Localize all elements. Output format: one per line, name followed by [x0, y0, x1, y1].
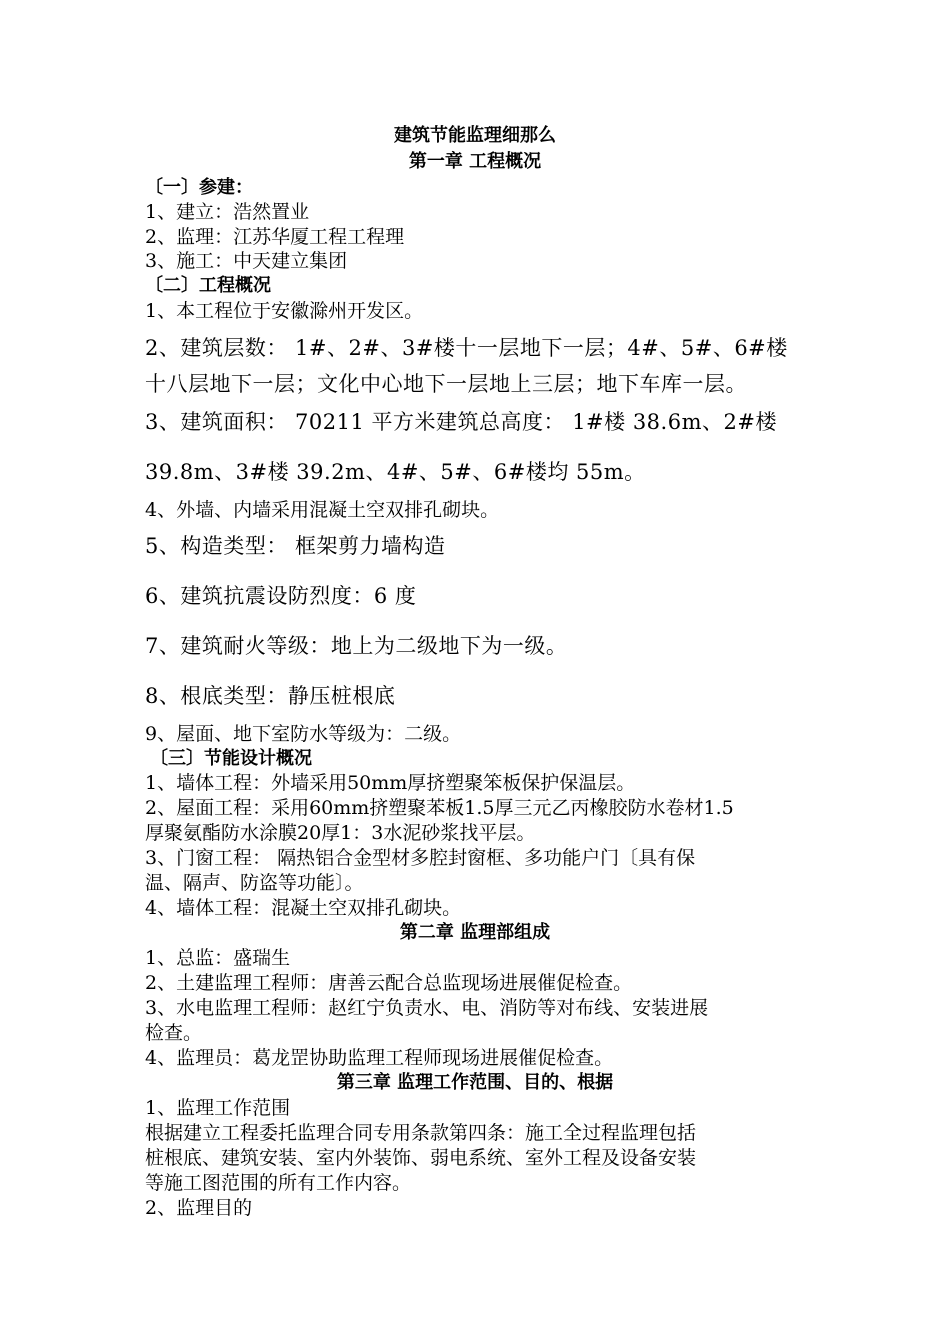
paragraph-line: 1、建立：浩然置业 — [145, 201, 310, 223]
paragraph-line: 3、施工：中天建立集团 — [145, 250, 348, 272]
paragraph-line: 2、屋面工程：采用60mm挤塑聚苯板1.5厚三元乙丙橡胶防水卷材1.5 — [145, 797, 734, 819]
paragraph-line: 4、监理员：葛龙罡协助监理工程师现场进展催促检查。 — [145, 1047, 614, 1069]
paragraph-line: 3、建筑面积： 70211 平方米建筑总高度： 1#楼 38.6m、2#楼 — [145, 410, 777, 434]
paragraph-line: 5、构造类型： 框架剪力墙构造 — [145, 534, 446, 558]
paragraph-line: 根据建立工程委托监理合同专用条款第四条：施工全过程监理包括 — [145, 1122, 697, 1144]
paragraph-line: 2、建筑层数： 1#、2#、3#楼十一层地下一层；4#、5#、6#楼 — [145, 336, 788, 360]
paragraph-line: 3、门窗工程： 隔热铝合金型材多腔封窗框、多功能户门〔具有保 — [145, 847, 696, 869]
chapter-3-heading: 第三章 监理工作范围、目的、根据 — [336, 1072, 614, 1093]
paragraph-line: 2、监理：江苏华厦工程工程理 — [145, 226, 405, 248]
paragraph-line: 1、墙体工程：外墙采用50mm厚挤塑聚笨板保护保温层。 — [145, 772, 636, 794]
paragraph-line: 8、根底类型：静压桩根底 — [145, 684, 396, 708]
doc-title: 建筑节能监理细那么 — [394, 125, 556, 146]
paragraph-line: 6、建筑抗震设防烈度：6 度 — [145, 584, 417, 608]
paragraph-line: 1、总监：盛瑞生 — [145, 947, 291, 969]
chapter-1-heading: 第一章 工程概况 — [408, 151, 542, 172]
section-3-heading: 〔三〕节能设计概况 — [150, 748, 312, 769]
chapter-2-heading: 第二章 监理部组成 — [399, 922, 551, 943]
paragraph-line: 厚聚氨酯防水涂膜20厚1：3水泥砂浆找平层。 — [145, 822, 536, 844]
paragraph-line: 1、本工程位于安徽滁州开发区。 — [145, 300, 424, 322]
paragraph-line: 4、墙体工程：混凝土空双排孔砌块。 — [145, 897, 462, 919]
paragraph-line: 9、屋面、地下室防水等级为：二级。 — [145, 723, 462, 745]
paragraph-line: 十八层地下一层；文化中心地下一层地上三层；地下车库一层。 — [145, 372, 747, 396]
paragraph-line: 4、外墙、内墙采用混凝土空双排孔砌块。 — [145, 499, 500, 521]
paragraph-line: 桩根底、建筑安装、室内外装饰、弱电系统、室外工程及设备安装 — [145, 1147, 697, 1169]
section-2-heading: 〔二〕工程概况 — [145, 275, 271, 296]
paragraph-line: 2、土建监理工程师：唐善云配合总监现场进展催促检查。 — [145, 972, 633, 994]
paragraph-line: 3、水电监理工程师：赵红宁负责水、电、消防等对布线、安装进展 — [145, 997, 709, 1019]
paragraph-line: 7、建筑耐火等级：地上为二级地下为一级。 — [145, 634, 568, 658]
paragraph-line: 2、监理目的 — [145, 1197, 253, 1219]
paragraph-line: 1、监理工作范围 — [145, 1097, 291, 1119]
paragraph-line: 39.8m、3#楼 39.2m、4#、5#、6#楼均 55m。 — [145, 460, 646, 484]
section-1-heading: 〔一〕参建： — [145, 177, 253, 198]
paragraph-line: 等施工图范围的所有工作内容。 — [145, 1172, 412, 1194]
paragraph-line: 检查。 — [145, 1022, 203, 1044]
paragraph-line: 温、隔声、防盗等功能〕。 — [145, 872, 364, 894]
